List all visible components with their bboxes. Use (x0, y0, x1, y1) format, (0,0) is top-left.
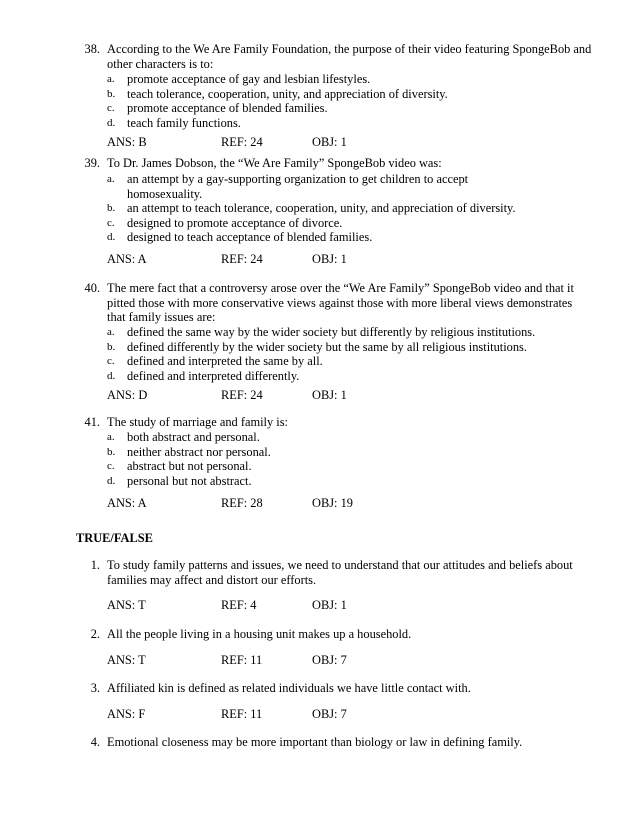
objective: OBJ: 1 (312, 598, 347, 612)
answer-key: ANS: A (107, 496, 147, 510)
option-d: d. personal but not abstract. (107, 473, 252, 488)
reference: REF: 28 (221, 496, 263, 510)
option-d: d. designed to teach acceptance of blended families. (107, 230, 373, 245)
reference: REF: 24 (221, 135, 263, 149)
question-stem: The mere fact that a controversy arose over the “We Are Family” SpongeBob video and that it pitted those with more conservative views against those with more liberal views demonstrates that family issues are: (107, 281, 574, 325)
question-stem: To study family patterns and issues, we need to understand that our attitudes and beliefs about families may affect and distort our efforts. (107, 558, 573, 587)
objective: OBJ: 1 (312, 135, 347, 149)
answer-options (107, 430, 597, 488)
question-number: 38. (84, 42, 100, 56)
objective: OBJ: 1 (312, 252, 347, 266)
answer-options (107, 172, 516, 245)
answer-key: ANS: T (107, 598, 146, 612)
option-a: a. defined the same way by the wider society but differently by religious institutions. (107, 325, 536, 339)
question-number: 2. (90, 627, 100, 641)
option-a: a. both abstract and personal. (107, 430, 260, 444)
question-number: 39. (84, 156, 100, 170)
answer-key: ANS: T (107, 653, 146, 667)
answer-key: ANS: D (107, 388, 148, 402)
reference: REF: 24 (221, 252, 263, 266)
question-number: 41. (84, 415, 100, 429)
answer-line (107, 598, 587, 613)
question-stem: All the people living in a housing unit makes up a household. (107, 627, 412, 641)
option-d: d. defined and interpreted differently. (107, 368, 300, 383)
objective: OBJ: 19 (312, 496, 353, 510)
answer-key: ANS: B (107, 135, 147, 149)
answer-line (107, 135, 587, 150)
section-title: TRUE/FALSE (76, 531, 153, 545)
reference: REF: 11 (221, 653, 263, 667)
option-b: b. defined differently by the wider society but the same by all religious institutions. (107, 339, 527, 354)
question-stem: Emotional closeness may be more important than biology or law in defining family. (107, 735, 523, 749)
option-c: c. defined and interpreted the same by all. (107, 354, 323, 369)
answer-line (107, 252, 587, 267)
option-a: a. promote acceptance of gay and lesbian lifestyles. (107, 72, 371, 86)
question-number: 4. (90, 735, 100, 749)
option-b: b. teach tolerance, cooperation, unity, and appreciation of diversity. (107, 86, 448, 101)
objective: OBJ: 7 (312, 653, 347, 667)
answer-line (107, 388, 587, 403)
option-c: c. promote acceptance of blended families. (107, 101, 328, 116)
option-a: a. an attempt by a gay-supporting organization to get children to accept homosexuality. (107, 172, 469, 201)
question-number: 1. (90, 558, 100, 572)
option-d: d. teach family functions. (107, 115, 241, 130)
reference: REF: 24 (221, 388, 263, 402)
question-stem: According to the We Are Family Foundation, the purpose of their video featuring SpongeBob and other characters is to: (107, 42, 592, 71)
answer-line (107, 496, 587, 511)
question-stem: To Dr. James Dobson, the “We Are Family” SpongeBob video was: (107, 156, 442, 170)
objective: OBJ: 1 (312, 388, 347, 402)
option-c: c. designed to promote acceptance of divorce. (107, 215, 343, 230)
option-b: b. an attempt to teach tolerance, cooperation, unity, and appreciation of diversity. (107, 201, 516, 216)
question-number: 40. (84, 281, 100, 295)
answer-key: ANS: F (107, 707, 146, 721)
answer-line (107, 653, 587, 668)
reference: REF: 11 (221, 707, 263, 721)
answer-options (107, 325, 597, 383)
objective: OBJ: 7 (312, 707, 347, 721)
reference: REF: 4 (221, 598, 257, 612)
option-b: b. neither abstract nor personal. (107, 444, 271, 459)
answer-line (107, 707, 587, 722)
option-c: c. abstract but not personal. (107, 459, 252, 474)
question-stem: Affiliated kin is defined as related individuals we have little contact with. (107, 681, 471, 695)
answer-key: ANS: A (107, 252, 147, 266)
question-stem: The study of marriage and family is: (107, 415, 288, 429)
answer-options (107, 72, 597, 130)
question-number: 3. (90, 681, 100, 695)
